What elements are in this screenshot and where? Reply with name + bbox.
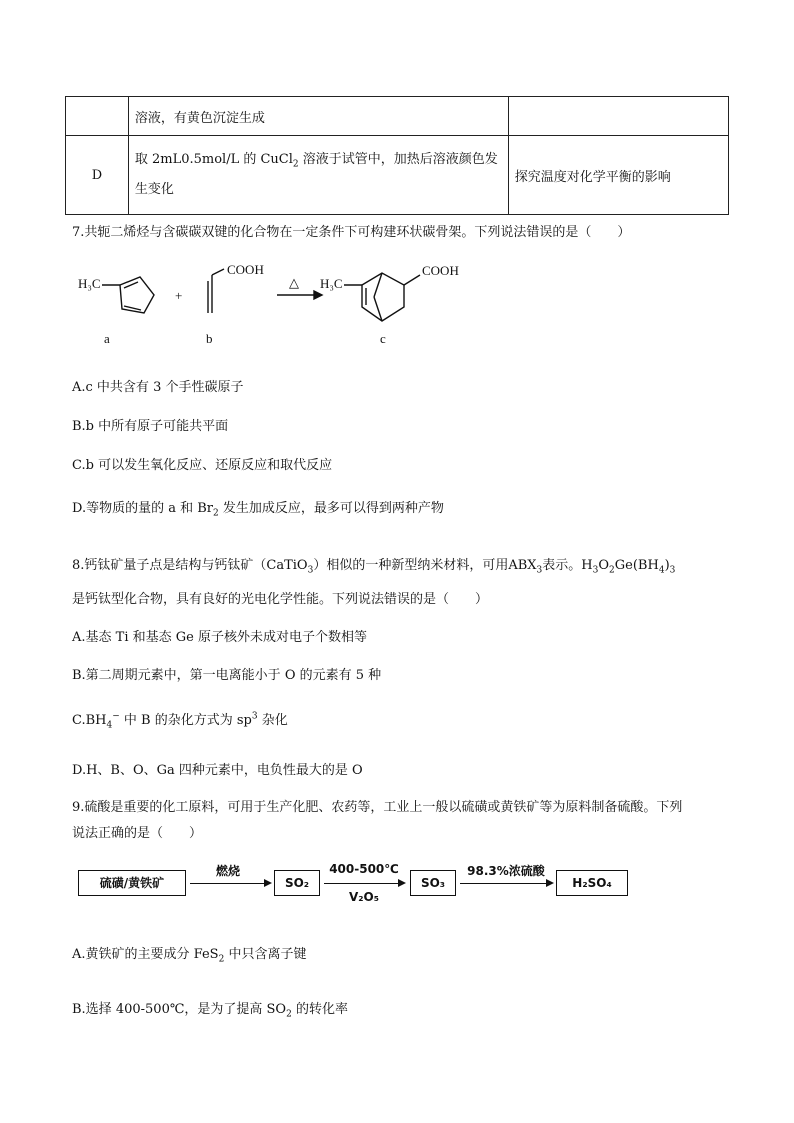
flow-label-acid: 98.3%浓硫酸 <box>467 864 545 878</box>
options-table <box>65 96 729 215</box>
flow-arrow-1 <box>190 883 270 884</box>
plus-sign: + <box>175 288 183 303</box>
q8-option-d: D.H、B、O、Ga 四种元素中，电负性最大的是 O <box>72 763 363 778</box>
q9-option-a: A.黄铁矿的主要成分 FeS$_2$ 中只含离子键 <box>72 947 307 965</box>
q7-option-a: A.c 中共含有 3 个手性碳原子 <box>72 380 244 395</box>
flow-arrow-3 <box>460 883 552 884</box>
q9-option-b: B.选择 400-500℃，是为了提高 $SO_2$ 的转化率 <box>72 1002 348 1020</box>
flow-box-so2: SO₂ <box>274 870 320 896</box>
flow-arrow-2 <box>324 883 404 884</box>
q8-stem-line1: 8.钙钛矿量子点是结构与钙钛矿（CaTiO$_3$）相似的一种新型纳米材料，可用$ABX_3$表示。$H_3O_2Ge(BH_4)_3$ <box>72 558 676 576</box>
table-cell-c-purpose <box>508 97 728 136</box>
delta-sign: △ <box>289 275 299 290</box>
flow-label-burn: 燃烧 <box>215 864 240 878</box>
q8-option-a: A.基态 Ti 和基态 Ge 原子核外未成对电子个数相等 <box>72 630 367 645</box>
table-row <box>66 136 729 215</box>
table-cell-empty <box>66 97 129 136</box>
q7-option-c: C.b 可以发生氧化反应、还原反应和取代反应 <box>72 458 333 473</box>
flow-box-h2so4: H₂SO₄ <box>556 870 628 896</box>
label-c: c <box>380 331 386 346</box>
a-methyl-label: H₃C <box>78 276 101 291</box>
table-cell-d-text: 取 2mL0.5mol/L 的 CuCl$_2$ 溶液于试管中，加热后溶液颜色发 生变化 <box>128 136 508 215</box>
flow-box-so3: SO₃ <box>410 870 456 896</box>
q7-stem: 7.共轭二烯烃与含碳碳双键的化合物在一定条件下可构建环状碳骨架。下列说法错误的是（ ） <box>72 225 631 240</box>
flow-label-temperature: 400-500℃ <box>329 862 399 876</box>
table-cell-d-purpose: 探究温度对化学平衡的影响 <box>508 136 728 215</box>
q8-option-b: B.第二周期元素中，第一电离能小于 O 的元素有 5 种 <box>72 668 382 683</box>
table-cell-c-text: 溶液，有黄色沉淀生成 <box>128 97 508 136</box>
q8-stem-line2: 是钙钛型化合物，具有良好的光电化学性能。下列说法错误的是（ ） <box>72 592 489 607</box>
c-cooh-label: COOH <box>422 263 459 278</box>
b-cooh-label: COOH <box>227 262 264 277</box>
flow-box-raw-material: 硫磺/黄铁矿 <box>78 870 186 896</box>
q9-stem-line2: 说法正确的是（ ） <box>72 826 203 841</box>
q9-stem-line1: 9.硫酸是重要的化工原料，可用于生产化肥、农药等，工业上一般以硫磺或黄铁矿等为原料制备硫酸。下列 <box>72 800 683 815</box>
q8-option-c: $C.BH_4^-$ 中 B 的杂化方式为 $sp^3$ 杂化 <box>72 711 288 731</box>
q7-option-b: B.b 中所有原子可能共平面 <box>72 419 229 434</box>
label-b: b <box>206 331 213 346</box>
label-a: a <box>104 331 110 346</box>
q7-reaction-scheme <box>72 255 492 355</box>
table-row <box>66 97 729 136</box>
q9-flow-diagram <box>78 862 638 922</box>
q7-option-d: D.等物质的量的 a 和 $Br_2$ 发生加成反应，最多可以得到两种产物 <box>72 501 444 519</box>
table-cell-label: D <box>66 136 129 215</box>
c-methyl-label: H₃C <box>320 276 343 291</box>
flow-label-catalyst: V₂O₅ <box>349 890 379 904</box>
